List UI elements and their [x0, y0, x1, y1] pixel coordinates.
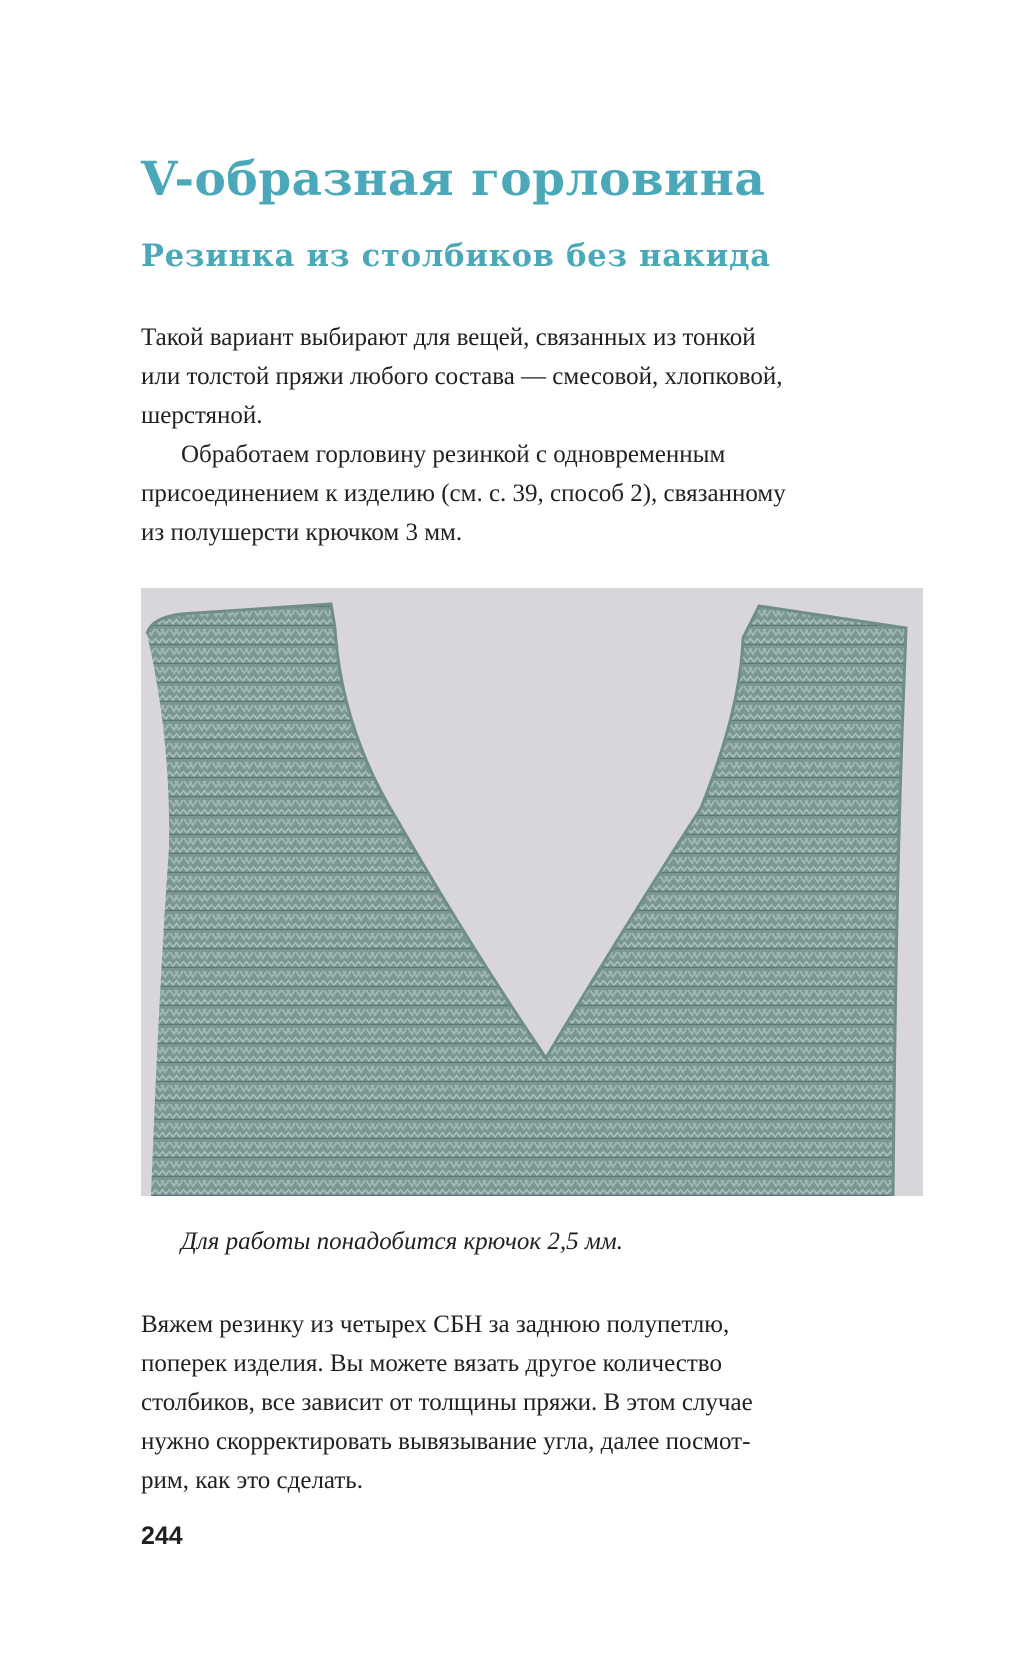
method-paragraph [141, 435, 931, 552]
text-line: поперек изделия. Вы можете вязать другое количество [141, 1350, 722, 1377]
knitted-fabric-image [141, 588, 923, 1196]
text-line: шерстяной. [141, 402, 263, 429]
crochet-v-neck-photo [141, 588, 923, 1196]
page-title: V-образная горловина [141, 152, 766, 207]
page-number: 244 [141, 1522, 183, 1550]
figure-caption: Для работы понадобится крючок 2,5 мм. [181, 1228, 623, 1255]
instructions-paragraph [141, 1305, 931, 1500]
text-line: из полушерсти крючком 3 мм. [141, 519, 463, 546]
text-line: рим, как это сделать. [141, 1467, 363, 1494]
section-subtitle: Резинка из столбиков без накида [141, 238, 771, 274]
text-line: или толстой пряжи любого состава — смесовой, хлопковой, [141, 363, 783, 390]
text-line: нужно скорректировать вывязывание угла, далее посмот- [141, 1428, 751, 1455]
text-line: столбиков, все зависит от толщины пряжи. В этом случае [141, 1389, 753, 1416]
text-line: Обработаем горловину резинкой с одновременным [181, 441, 726, 468]
text-line: Такой вариант выбирают для вещей, связанных из тонкой [141, 324, 756, 351]
intro-paragraph [141, 318, 931, 435]
text-line: Вяжем резинку из четырех СБН за заднюю полупетлю, [141, 1311, 730, 1338]
text-line: присоединением к изделию (см. с. 39, способ 2), связанному [141, 480, 786, 507]
